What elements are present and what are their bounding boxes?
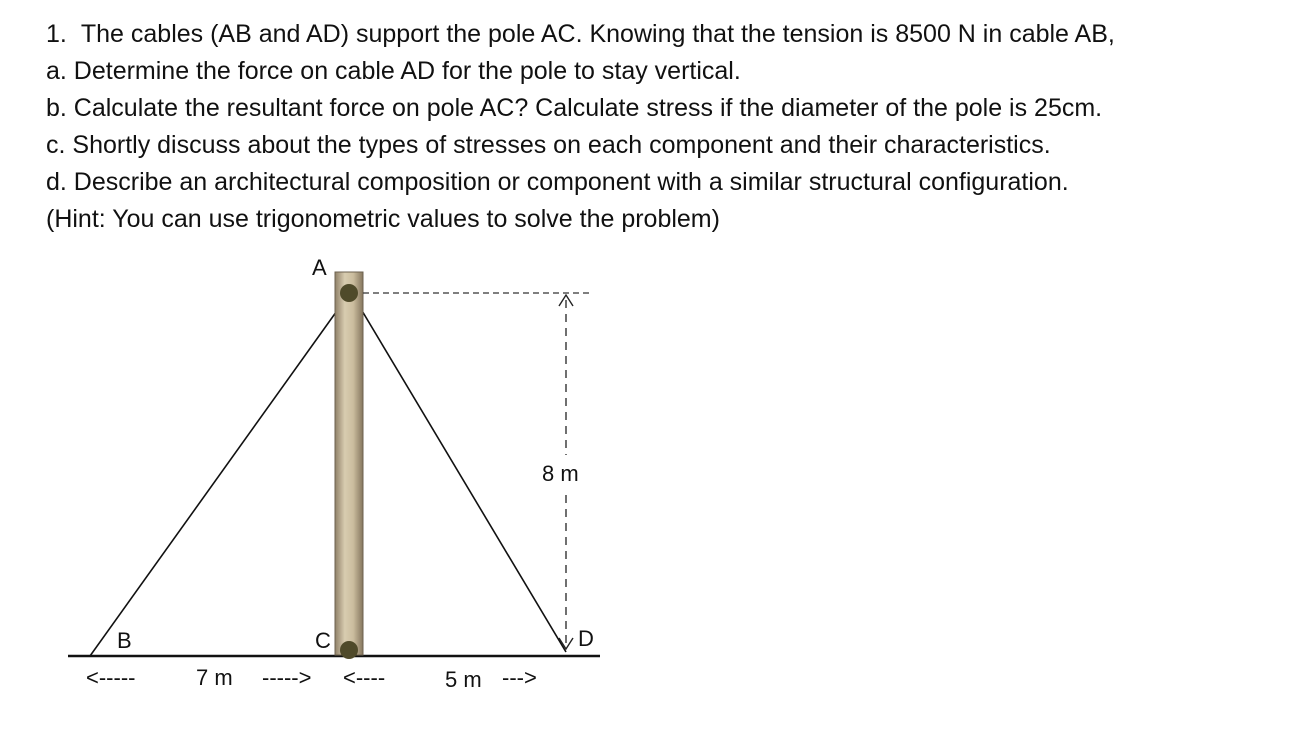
joint-a (340, 284, 358, 302)
right-span-arrow-start: <---- (343, 665, 386, 690)
cable-ab (90, 294, 349, 656)
hint: (Hint: You can use trigonometric values to solve the problem) (46, 205, 720, 233)
right-span-arrow-end: ---> (502, 665, 537, 690)
label-left-span: 7 m (196, 665, 233, 690)
question-number: 1. (46, 20, 67, 48)
pole-ac (335, 272, 363, 655)
label-a: A (312, 255, 327, 280)
question-stem-text: The cables (AB and AD) support the pole AC. Knowing that the tension is 8500 N in cable AB, (80, 20, 1115, 48)
cable-ad (352, 294, 566, 652)
left-span-arrow-start: <----- (86, 665, 136, 690)
part-b: b. Calculate the resultant force on pole AC? Calculate stress if the diameter of the pole is 25cm. (46, 94, 1103, 122)
label-height: 8 m (542, 461, 579, 486)
label-c: C (315, 628, 331, 653)
part-c: c. Shortly discuss about the types of stresses on each component and their characteristics. (46, 131, 1051, 159)
label-d: D (578, 626, 594, 651)
label-right-span: 5 m (445, 667, 482, 692)
label-b: B (117, 628, 132, 653)
part-a: a. Determine the force on cable AD for the pole to stay vertical. (46, 57, 741, 85)
left-span-arrow-end: -----> (262, 665, 312, 690)
part-d: d. Describe an architectural composition or component with a similar structural configuration. (46, 168, 1069, 196)
joint-c (340, 641, 358, 659)
